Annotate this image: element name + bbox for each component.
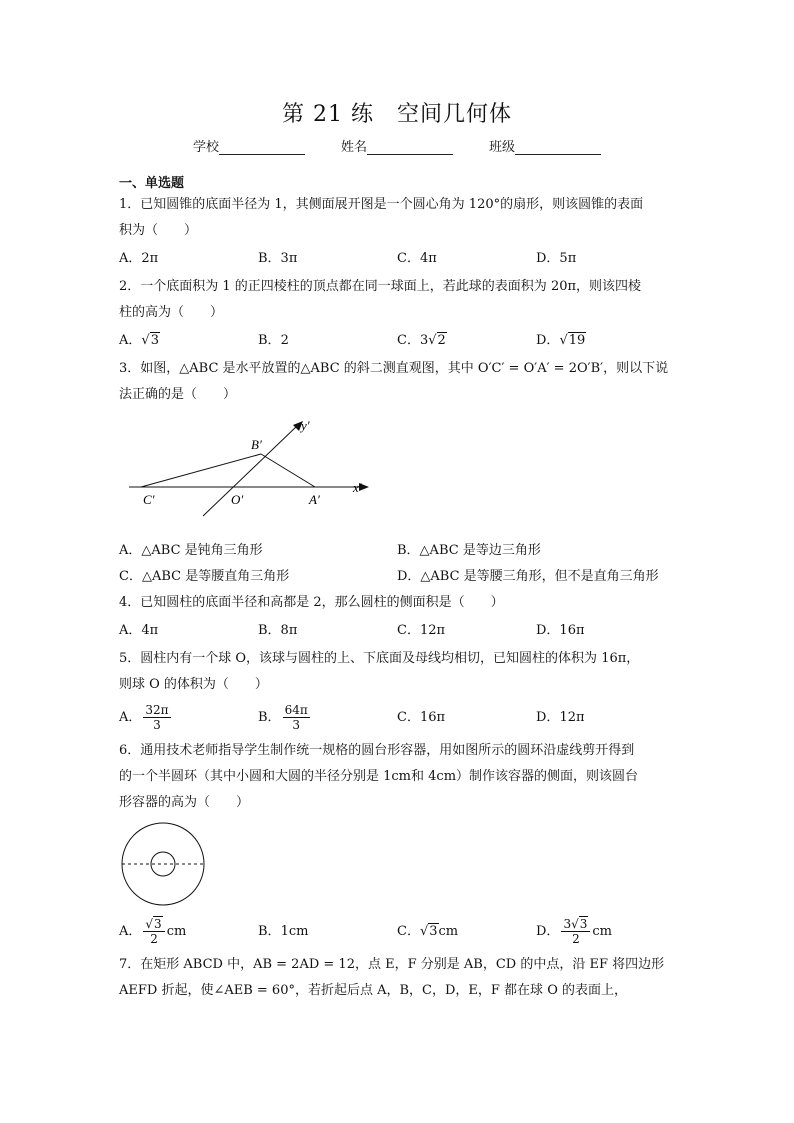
q1-option-b[interactable]: B．3π <box>258 251 298 266</box>
q3-stem-line1: 3．如图，△ABC 是水平放置的△ABC 的斜二测直观图，其中 O′C′ = O′A′ = 2O′B′，则以下说 <box>119 361 669 376</box>
school-field[interactable] <box>193 136 305 155</box>
q6-option-c[interactable]: C．√3cm <box>397 924 459 939</box>
q3-options-row2 <box>119 564 679 590</box>
q5-option-d[interactable]: D．12π <box>536 710 585 725</box>
q6-option-a[interactable]: A． $\frac{√3}{2}$ cm <box>119 917 187 946</box>
q1-option-d[interactable]: D．5π <box>536 251 577 266</box>
q5-stem-line1: 5．圆柱内有一个球 O，该球与圆柱的上、下底面及母线均相切，已知圆柱的体积为 16π， <box>119 651 640 666</box>
q6-options <box>119 912 679 952</box>
q6-option-d[interactable]: D． $\frac{3√3}{2}$ cm <box>536 917 612 946</box>
q3-options-row1 <box>119 538 679 564</box>
q2-option-d[interactable]: D．√19 <box>536 333 586 348</box>
label-y: y′ <box>301 418 310 433</box>
q5-options <box>119 698 679 738</box>
question-list <box>119 176 679 1004</box>
q1-options <box>119 244 679 274</box>
school-label: 学校 <box>192 140 219 155</box>
q4-option-d[interactable]: D．16π <box>536 623 585 638</box>
q1-stem-line2: 积为（ ） <box>119 223 198 238</box>
q5-option-b[interactable]: B． $\frac{64\pi}{3}$ <box>258 703 308 732</box>
q3-option-d[interactable]: D．△ABC 是等腰三角形，但不是直角三角形 <box>397 569 659 584</box>
q3-figure <box>119 408 679 538</box>
label-x: x′ <box>353 480 362 495</box>
student-info-row <box>0 136 794 155</box>
label-o: O′ <box>231 492 244 507</box>
class-field[interactable] <box>489 136 601 155</box>
label-a: A′ <box>309 492 320 507</box>
class-blank[interactable] <box>515 140 601 155</box>
q3-stem-line2: 法正确的是（ ） <box>119 387 237 402</box>
name-blank[interactable] <box>367 140 453 155</box>
section-heading: 一、单选题 <box>119 176 185 191</box>
q5-stem-line2: 则球 O 的体积为（ ） <box>119 677 268 692</box>
q2-stem-line1: 2．一个底面积为 1 的正四棱柱的顶点都在同一球面上，若此球的表面积为 20π，则该四棱 <box>119 279 642 294</box>
q2-options <box>119 326 679 356</box>
q7-stem-line2: AEFD 折起，使∠AEB = 60°，若折起后点 A，B，C，D，E，F 都在球 O 的表面上， <box>119 983 627 998</box>
page-title: 第 21 练 空间几何体 <box>282 102 512 127</box>
segment-cb <box>141 454 261 487</box>
q4-option-a[interactable]: A．4π <box>119 623 159 638</box>
q4-option-b[interactable]: B．8π <box>258 623 298 638</box>
q7-stem-line1: 7．在矩形 ABCD 中，AB = 2AD = 12，点 E，F 分别是 AB，CD 的中点，沿 EF 将四边形 <box>119 957 665 972</box>
q1-stem-line1: 1．已知圆锥的底面半径为 1，其侧面展开图是一个圆心角为 120°的扇形，则该圆锥的表面 <box>119 197 644 212</box>
q2-option-b[interactable]: B．2 <box>258 333 289 348</box>
q1-option-c[interactable]: C．4π <box>397 251 437 266</box>
q3-option-a[interactable]: A．△ABC 是钝角三角形 <box>119 543 263 558</box>
q2-stem-line2: 柱的高为（ ） <box>119 305 224 320</box>
name-label: 姓名 <box>340 140 367 155</box>
q4-stem-line1: 4．已知圆柱的底面半径和高都是 2，那么圆柱的侧面积是（ ） <box>119 595 504 610</box>
y-axis-line <box>203 426 297 516</box>
segment-ba <box>261 454 315 487</box>
q6-stem-line1: 6．通用技术老师指导学生制作统一规格的圆台形容器，用如图所示的圆环沿虚线剪开得到 <box>119 743 635 758</box>
q4-options <box>119 616 679 646</box>
name-field[interactable] <box>341 136 453 155</box>
q5-option-c[interactable]: C．16π <box>397 710 446 725</box>
q4-option-c[interactable]: C．12π <box>397 623 446 638</box>
label-c: C′ <box>143 492 155 507</box>
school-blank[interactable] <box>219 140 305 155</box>
q3-option-b[interactable]: B．△ABC 是等边三角形 <box>397 543 541 558</box>
q1-option-a[interactable]: A．2π <box>119 251 159 266</box>
q6-stem-line2: 的一个半圆环（其中小圆和大圆的半径分别是 1cm和 4cm）制作该容器的侧面，则该圆台 <box>119 769 639 784</box>
q2-option-a[interactable]: A．√3 <box>119 333 159 348</box>
class-label: 班级 <box>489 140 516 155</box>
q6-figure <box>119 816 679 912</box>
label-b: B′ <box>251 437 262 452</box>
q6-stem-line3: 形容器的高为（ ） <box>119 795 250 810</box>
q2-option-c[interactable]: C．3√2 <box>397 333 446 348</box>
q6-option-b[interactable]: B．1cm <box>258 924 309 939</box>
q3-option-c[interactable]: C．△ABC 是等腰直角三角形 <box>119 569 290 584</box>
q5-option-a[interactable]: A． $\frac{32\pi}{3}$ <box>119 703 169 732</box>
